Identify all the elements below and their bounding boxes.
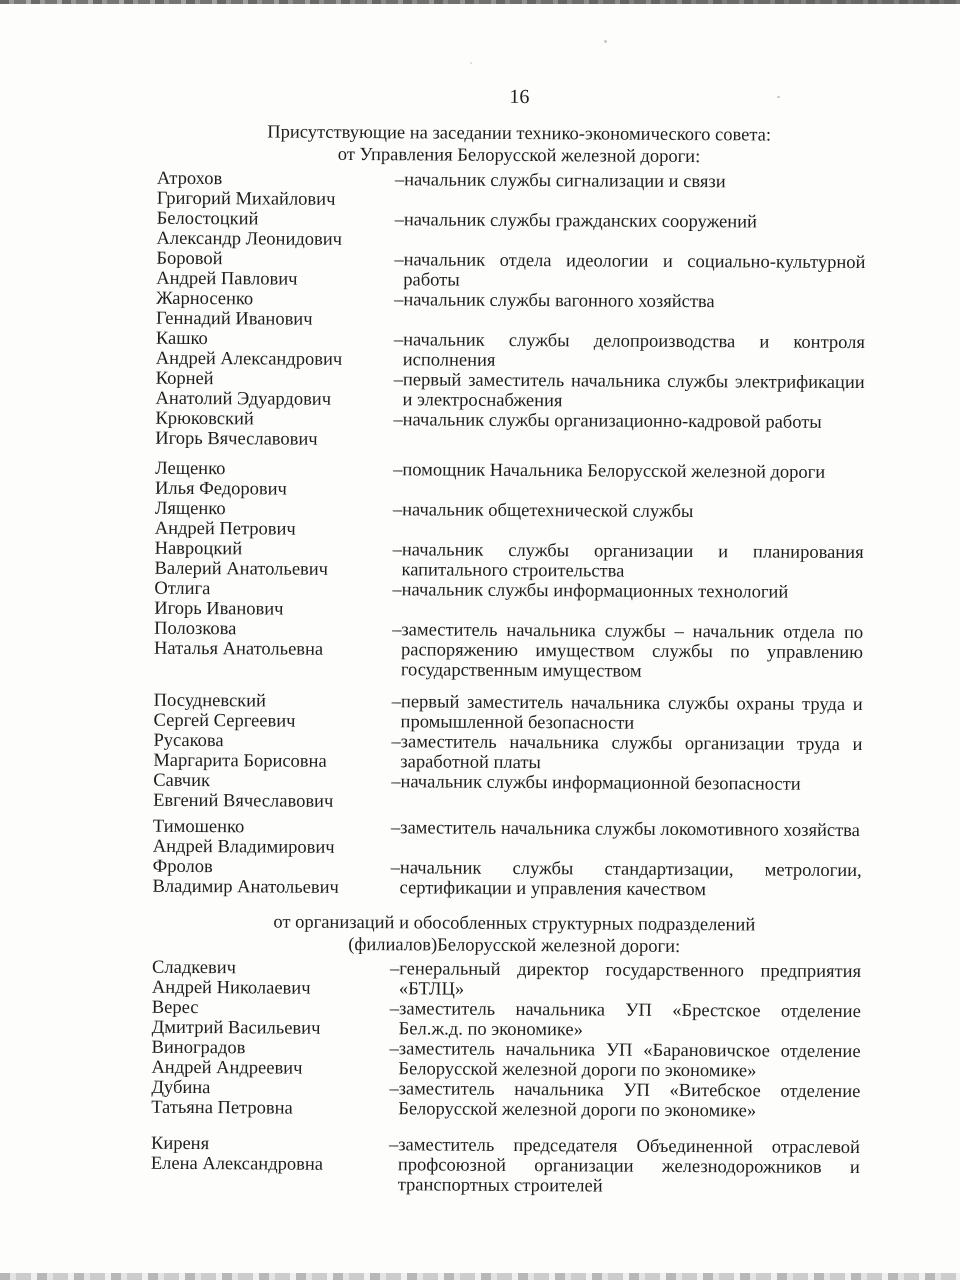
attendee-surname: Жарносенко <box>156 288 254 310</box>
attendee-given-names: Евгений Вячеславович <box>153 790 334 812</box>
section-heading: (филиалов)Белорусской железной дороги: <box>348 934 681 957</box>
attendee-position <box>392 540 863 583</box>
dash-mark: – <box>393 330 404 351</box>
attendee-row <box>156 329 880 373</box>
attendee-position <box>391 732 862 775</box>
attendee-given-names: Александр Леонидович <box>156 228 343 250</box>
attendee-surname: Сладкевич <box>152 957 237 979</box>
attendee-given-names: Андрей Александрович <box>155 348 343 370</box>
attendee-position <box>393 460 864 503</box>
attendee-given-names: Наталья Анатольевна <box>153 638 324 660</box>
attendee-surname: Атрохов <box>156 168 223 190</box>
attendee-given-names: Илья Федорович <box>154 478 287 500</box>
attendee-position-text: заместитель начальника службы – начальник отдела по распоряжению имуществом службы по управлению государственным имуществом <box>400 620 864 682</box>
attendee-name <box>155 409 393 450</box>
attendee-surname: Лященко <box>154 498 226 520</box>
attendee-surname: Белостоцкий <box>156 208 259 230</box>
document-title: Присутствующие на заседании технико-экономического совета: <box>267 122 772 146</box>
attendee-position-text: помощник Начальника Белорусской железной дороги <box>402 460 826 483</box>
attendee-surname: Тимошенко <box>152 816 245 838</box>
dash-mark: – <box>391 732 401 753</box>
attendee-position-text: заместитель начальника службы локомотивного хозяйства <box>400 818 860 842</box>
attendee-name <box>154 579 392 620</box>
attendee-position-text: начальник службы стандартизации, метрологии, сертификации и управления качеством <box>399 858 862 901</box>
attendee-position <box>392 620 863 683</box>
attendee-position-text: начальник службы организационно-кадровой работы <box>402 410 822 433</box>
attendee-row <box>155 459 879 503</box>
attendee-name <box>151 1134 389 1195</box>
attendee-given-names: Дмитрий Васильевич <box>151 1017 321 1039</box>
attendee-surname: Корней <box>155 368 214 390</box>
attendee-surname: Лещенко <box>155 458 226 480</box>
dash-mark: – <box>393 460 403 481</box>
attendee-position <box>395 170 866 213</box>
attendee-given-names: Геннадий Иванович <box>155 308 313 330</box>
section-management <box>153 143 882 901</box>
attendee-name <box>154 619 392 680</box>
attendee-position <box>393 410 864 453</box>
attendee-given-names: Андрей Петрович <box>154 518 296 540</box>
attendee-given-names: Маргарита Борисовна <box>153 750 327 772</box>
attendee-row <box>153 771 877 815</box>
attendee-given-names: Игорь Иванович <box>154 598 284 620</box>
attendee-position <box>394 250 865 293</box>
attendee-row <box>156 289 880 333</box>
attendee-row <box>153 817 877 861</box>
dash-mark: – <box>388 1135 399 1156</box>
dash-mark: – <box>390 959 400 980</box>
attendee-given-names: Андрей Павлович <box>156 268 298 290</box>
attendee-position <box>389 1039 860 1082</box>
attendee-given-names: Андрей Николаевич <box>151 977 311 999</box>
attendees-list <box>151 958 876 1198</box>
attendee-position-text: заместитель начальника УП «Витебское отделение Белорусской железной дороги по экономике» <box>398 1079 861 1122</box>
attendee-name <box>153 771 391 812</box>
attendee-given-names: Елена Александровна <box>150 1153 324 1175</box>
section-organizations <box>151 911 877 1198</box>
attendee-given-names: Татьяна Петровна <box>151 1097 293 1119</box>
attendee-row <box>151 1038 875 1082</box>
dash-mark: – <box>394 210 404 231</box>
attendee-row <box>151 1078 875 1122</box>
attendee-name <box>154 691 392 732</box>
attendee-position-text: начальник службы информационных технологий <box>401 580 789 603</box>
attendee-row <box>156 249 880 293</box>
dash-mark: – <box>393 370 403 391</box>
attendee-surname: Фролов <box>152 856 213 878</box>
attendee-position-text: заместитель председателя Объединенной отраслевой профсоюзной организации железнодорожников и транспортных строителей <box>397 1135 861 1197</box>
attendee-position-text: первый заместитель начальника службы охраны труда и промышленной безопасности <box>400 692 863 734</box>
attendee-surname: Крюковский <box>155 408 254 430</box>
attendee-row <box>154 579 878 623</box>
attendee-row <box>155 369 879 413</box>
dash-mark: – <box>391 692 402 713</box>
dash-mark: – <box>390 858 401 879</box>
attendee-name <box>155 499 393 540</box>
dash-mark: – <box>394 250 404 271</box>
section-heading-block <box>157 143 881 169</box>
attendee-name <box>155 369 393 410</box>
attendee-position <box>391 858 862 901</box>
attendee-name <box>152 958 390 999</box>
attendee-given-names: Андрей Владимирович <box>152 836 335 858</box>
attendee-name <box>156 249 394 290</box>
dash-mark: – <box>392 540 402 561</box>
dash-mark: – <box>394 170 405 191</box>
attendee-position-text: начальник службы организации и планирования капитального строительства <box>401 540 864 582</box>
dash-mark: – <box>394 290 404 311</box>
attendee-position <box>393 370 864 413</box>
attendee-name <box>155 459 393 500</box>
attendee-given-names: Владимир Анатольевич <box>152 876 339 898</box>
dash-mark: – <box>389 1039 399 1060</box>
attendee-name <box>152 998 390 1039</box>
attendee-name <box>151 1078 389 1119</box>
attendee-position-text: первый заместитель начальника службы электрификации и электроснабжения <box>402 370 865 412</box>
attendee-position <box>391 818 862 861</box>
attendee-given-names: Григорий Михайлович <box>156 188 336 210</box>
attendee-surname: Полозкова <box>154 618 237 640</box>
attendee-row <box>155 409 879 453</box>
attendee-name <box>153 817 391 858</box>
attendee-name <box>153 731 391 772</box>
dash-mark: – <box>389 999 400 1020</box>
attendee-position <box>390 999 861 1042</box>
attendee-row <box>153 857 877 901</box>
attendee-position <box>394 210 865 253</box>
attendee-row <box>154 539 878 583</box>
document-page <box>151 0 882 1198</box>
section-heading: от организаций и обособленных структурных подразделений <box>273 912 756 936</box>
attendee-row <box>152 998 876 1042</box>
attendee-position-text: начальник общетехнической службы <box>402 500 694 523</box>
attendee-surname: Киреня <box>150 1133 210 1155</box>
attendee-name <box>156 209 394 250</box>
attendee-position-text: начальник отдела идеологии и социально-культурной работы <box>403 250 866 291</box>
section-heading: от Управления Белорусской железной дороги: <box>337 144 701 168</box>
attendee-position-text: начальник службы вагонного хозяйства <box>403 290 715 313</box>
page-number: 16 <box>509 85 530 109</box>
attendee-surname: Русакова <box>153 730 224 752</box>
attendee-surname: Отлига <box>154 578 211 600</box>
attendee-position-text: заместитель начальника службы организации труда и заработной платы <box>400 732 863 774</box>
attendee-position-text: начальник службы гражданских сооружений <box>403 210 758 233</box>
attendee-row <box>156 209 880 253</box>
attendee-given-names: Игорь Вячеславович <box>155 428 318 450</box>
dash-mark: – <box>390 818 401 839</box>
attendee-position <box>389 1079 860 1122</box>
attendee-surname: Боровой <box>156 248 223 270</box>
attendee-row <box>151 1134 875 1198</box>
dash-mark: – <box>392 500 403 521</box>
attendee-surname: Виноградов <box>151 1037 246 1059</box>
attendee-position <box>390 959 861 1002</box>
attendee-name <box>154 539 392 580</box>
attendee-position-text: начальник службы сигнализации и связи <box>404 170 726 193</box>
attendee-row <box>157 169 881 213</box>
attendee-position-text: начальник службы информационной безопасности <box>400 772 801 795</box>
attendee-position <box>389 1135 860 1198</box>
attendee-name <box>156 329 394 370</box>
attendee-name <box>151 1038 389 1079</box>
dash-mark: – <box>393 410 403 431</box>
attendee-position-text: начальник службы делопроизводства и контроля исполнения <box>402 330 865 371</box>
attendee-name <box>153 857 391 898</box>
attendee-surname: Савчик <box>153 770 211 792</box>
dash-mark: – <box>389 1079 399 1100</box>
attendee-surname: Кашко <box>155 328 208 350</box>
attendee-name <box>157 169 395 210</box>
attendee-surname: Посудневский <box>153 690 267 712</box>
attendee-position-text: заместитель начальника УП «Барановичское отделение Белорусской железной дороги по экономике» <box>398 1039 861 1082</box>
attendee-given-names: Андрей Андреевич <box>151 1057 303 1079</box>
attendee-row <box>153 731 877 775</box>
attendee-row <box>154 691 878 735</box>
attendee-position <box>391 772 862 815</box>
attendee-surname: Навроцкий <box>154 538 243 560</box>
dash-mark: – <box>392 620 402 641</box>
dash-mark: – <box>392 580 402 601</box>
attendee-position-text: генеральный директор государственного предприятия «БТЛЦ» <box>398 959 862 1000</box>
attendee-given-names: Валерий Анатольевич <box>154 558 329 580</box>
attendee-position <box>392 692 863 735</box>
attendee-position-text: заместитель начальника УП «Брестское отделение Бел.ж.д. по экономике» <box>398 999 861 1041</box>
attendee-name <box>156 289 394 330</box>
attendee-row <box>155 499 879 543</box>
attendee-position <box>393 500 864 543</box>
scan-artifact-bottom <box>0 1273 960 1280</box>
attendee-row <box>154 619 878 683</box>
attendees-list <box>153 169 881 901</box>
section-heading-block <box>152 911 876 959</box>
attendee-position <box>394 290 865 333</box>
dash-mark: – <box>391 772 401 793</box>
attendee-given-names: Сергей Сергеевич <box>153 710 296 732</box>
attendee-row <box>152 958 876 1002</box>
attendee-position <box>394 330 865 373</box>
attendee-surname: Дубина <box>151 1077 211 1099</box>
attendee-position <box>392 580 863 623</box>
attendee-given-names: Анатолий Эдуардович <box>155 388 332 410</box>
attendee-surname: Верес <box>151 997 199 1019</box>
